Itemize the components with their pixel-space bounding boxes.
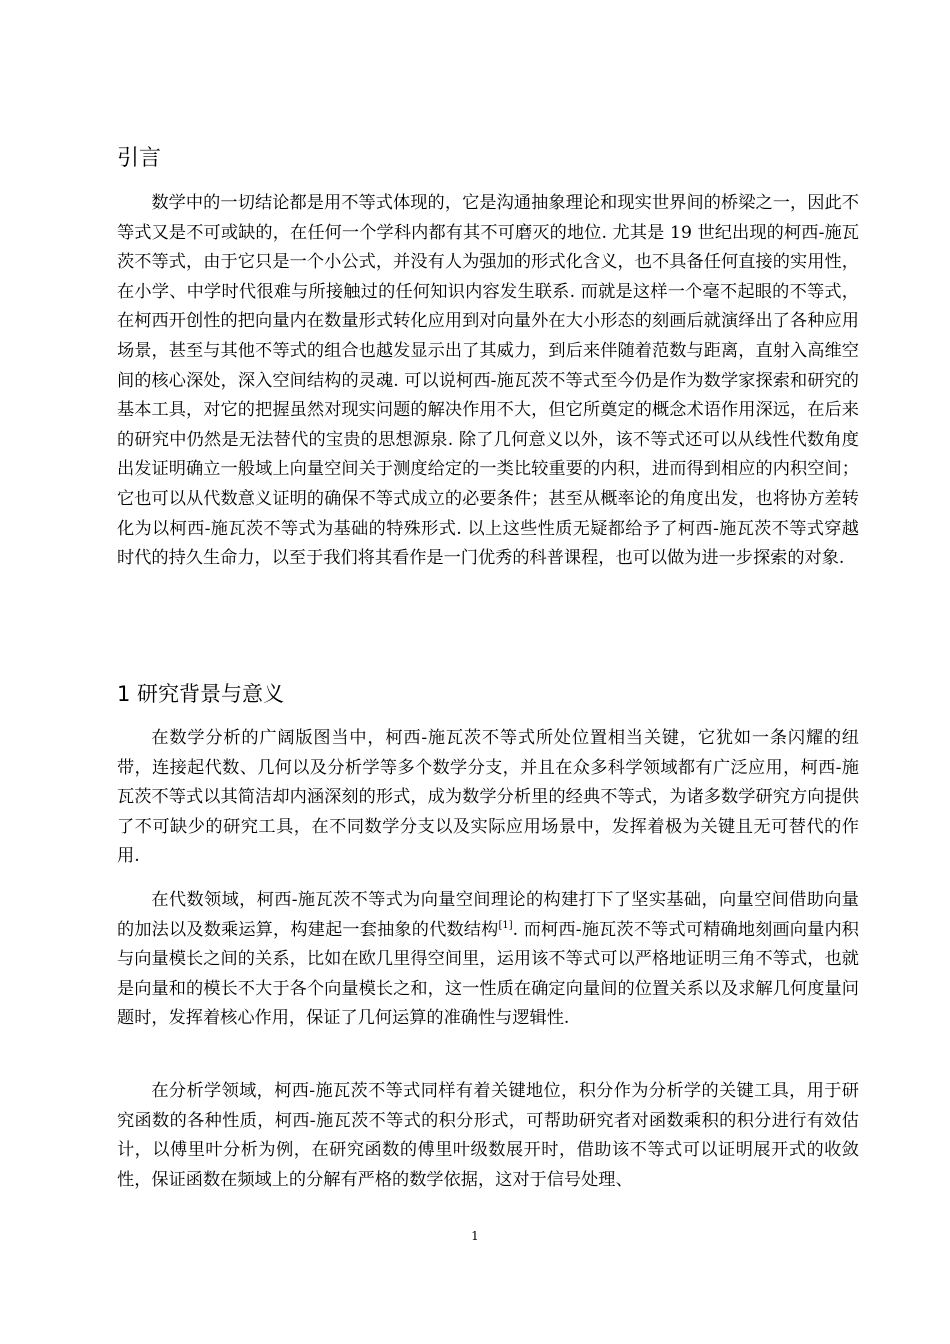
section-1-paragraph-3: 在分析学领域，柯西-施瓦茨不等式同样有着关键地位，积分作为分析学的关键工具，用于研究函数的各种性质，柯西-施瓦茨不等式的积分形式，可帮助研究者对函数乘积的积分进行有效估计，以傅里叶分析为例，在研究函数的傅里叶级数展开时，借助该不等式可以证明展开式的收敛性，保证函数在频域上的分解有严格的数学依据，这对于信号处理、 bbox=[117, 1081, 859, 1190]
citation-reference[interactable]: [1] bbox=[498, 919, 513, 931]
paragraph-2-text: 在代数领域，柯西-施瓦茨不等式为向量空间理论的构建打下了坚实基础，向量空间借助向量的加法以及数乘运算，构建起一套抽象的代数结构 bbox=[117, 890, 859, 940]
section-1-heading: 1 研究背景与意义 bbox=[117, 682, 285, 706]
section-1-paragraph-2 bbox=[117, 886, 859, 1034]
section-1-paragraph-1: 在数学分析的广阔版图当中，柯西-施瓦茨不等式所处位置相当关键，它犹如一条闪耀的纽带，连接起代数、几何以及分析学等多个数学分支，并且在众多科学领域都有广泛应用，柯西-施瓦茨不等式以其简洁却内涵深刻的形式，成为数学分析里的经典不等式，为诸多数学研究方向提供了不可缺少的研究工具，在不同数学分支以及实际应用场景中，发挥着极为关键且无可替代的作用. bbox=[117, 728, 859, 867]
page-number: 1 bbox=[471, 1229, 479, 1243]
intro-heading: 引言 bbox=[117, 146, 162, 171]
intro-paragraph: 数学中的一切结论都是用不等式体现的，它是沟通抽象理论和现实世界间的桥梁之一，因此不等式又是不可或缺的，在任何一个学科内都有其不可磨灭的地位. 尤其是 19 世纪出现的柯西-施瓦茨不等式，由于它只是一个小公式，并没有人为强加的形式化含义，也不具备任何直接的实用性，在小学、中学时代很难与所接触过的任何知识内容发生联系. 而就是这样一个毫不起眼的不等式，在柯西开创性的把向量内在数量形式转化应用到对向量外在大小形态的刻画后就演绎出了各种应用场景，甚至与其他不等式的组合也越发显示出了其威力，到后来伴随着范数与距离，直射入高维空间的核心深处，深入空间结构的灵魂. 可以说柯西-施瓦茨不等式至今仍是作为数学家探索和研究的基本工具，对它的把握虽然对现实问题的解决作用不大，但它所奠定的概念术语作用深远，在后来的研究中仍然是无法替代的宝贵的思想源泉. 除了几何意义以外，该不等式还可以从线性代数角度出发证明确立一般域上向量空间关于测度给定的一类比较重要的内积，进而得到相应的内积空间；它也可以从代数意义证明的确保不等式成立的必要条件；甚至从概率论的角度出发，也将协方差转化为以柯西-施瓦茨不等式为基础的特殊形式. 以上这些性质无疑都给予了柯西-施瓦茨不等式穿越时代的持久生命力，以至于我们将其看作是一门优秀的科普课程，也可以做为进一步探索的对象. bbox=[117, 193, 859, 569]
paragraph-2-continuation: . 而柯西-施瓦茨不等式可精确地刻画向量内积与向量模长之间的关系，比如在欧几里得空间里，运用该不等式可以严格地证明三角不等式，也就是向量和的模长不大于各个向量模长之和，这一性质在确定向量间的位置关系以及求解几何度量问题时，发挥着核心作用，保证了几何运算的准确性与逻辑性. bbox=[117, 919, 859, 1029]
